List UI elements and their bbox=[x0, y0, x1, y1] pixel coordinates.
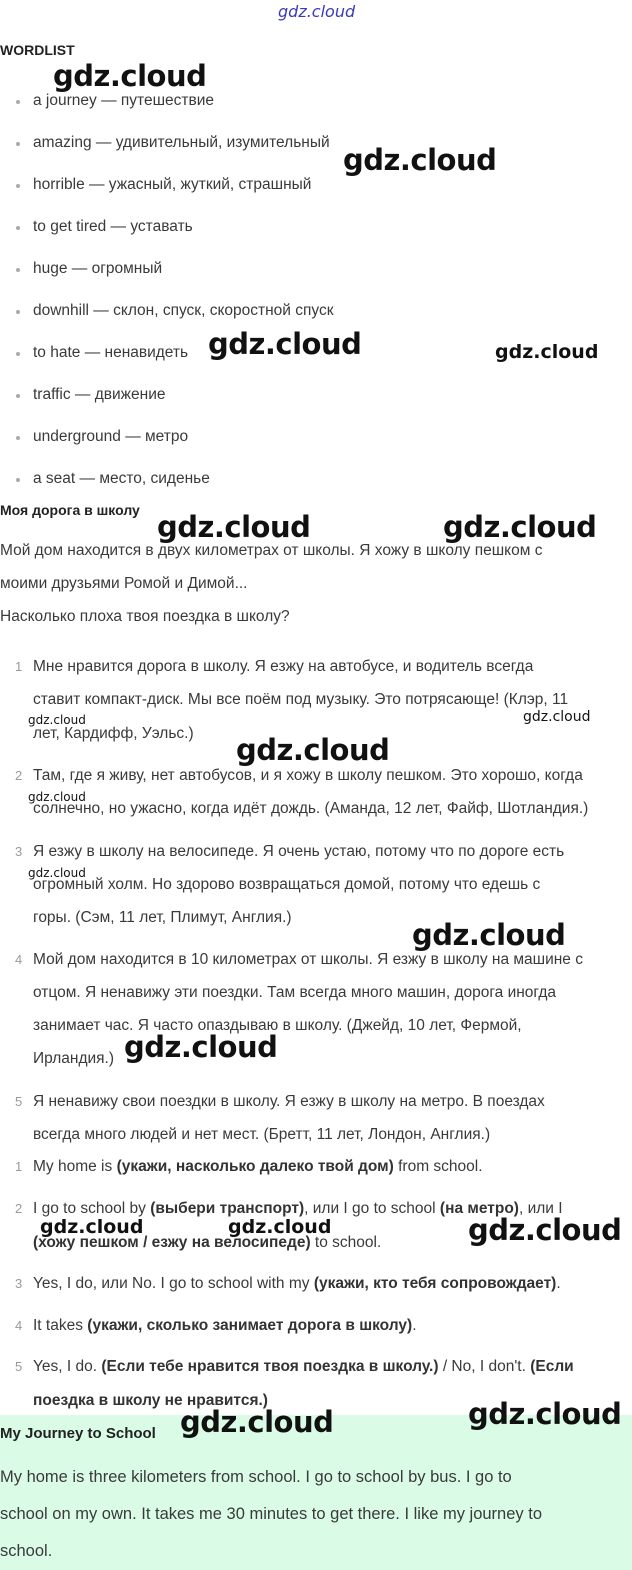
intro-question: Насколько плоха твоя поездка в школу? bbox=[0, 608, 290, 625]
watermark: gdz.cloud bbox=[157, 510, 311, 544]
watermark: gdz.cloud bbox=[343, 143, 497, 177]
item-number: 3 bbox=[15, 1276, 23, 1291]
answer-line: My home is three kilometers from school. I go to school by bus. I go to bbox=[0, 1468, 512, 1486]
translation-line: Мой дом находится в 10 километрах от школы. Я езжу в школу на машине с bbox=[33, 951, 583, 968]
wordlist-item: underground — метро bbox=[33, 428, 189, 445]
item-number: 5 bbox=[15, 1359, 23, 1374]
answer-line: school. bbox=[0, 1542, 53, 1560]
item-number: 5 bbox=[15, 1094, 23, 1109]
wordlist-item: a journey — путешествие bbox=[33, 92, 214, 109]
plan-line: поездка в школу не нравится.) bbox=[33, 1392, 268, 1409]
translation-line: лет, Кардифф, Уэльс.) bbox=[33, 725, 194, 742]
plan-line: It takes (укажи, сколько занимает дорога в школу). bbox=[33, 1317, 417, 1334]
bullet bbox=[16, 352, 20, 356]
wordlist-item: traffic — движение bbox=[33, 386, 166, 403]
wordlist-item: to get tired — уставать bbox=[33, 218, 193, 235]
wordlist-item: huge — огромный bbox=[33, 260, 163, 277]
watermark: gdz.cloud bbox=[468, 1213, 622, 1247]
translation-line: Ирландия.) bbox=[33, 1050, 115, 1067]
translation-line: всегда много людей и нет мест. (Бретт, 11 лет, Лондон, Англия.) bbox=[33, 1126, 491, 1143]
wordlist-item: a seat — место, сиденье bbox=[33, 470, 210, 487]
wordlist-item: horrible — ужасный, жуткий, страшный bbox=[33, 176, 312, 193]
plan-line: I go to school by (выбери транспорт), или I go to school (на метро), или I bbox=[33, 1200, 563, 1217]
watermark: gdz.cloud bbox=[236, 733, 390, 767]
translation-line: занимает час. Я часто опаздываю в школу. (Джейд, 10 лет, Фермой, bbox=[33, 1017, 522, 1034]
translation-line: Я ненавижу свои поездки в школу. Я езжу в школу на метро. В поездах bbox=[33, 1093, 545, 1110]
bullet bbox=[16, 100, 20, 104]
wordlist-item: amazing — удивительный, изумительный bbox=[33, 134, 330, 151]
watermark: gdz.cloud bbox=[468, 1397, 622, 1431]
translation-line: огромный холм. Но здорово возвращаться домой, потому что едешь с bbox=[33, 876, 541, 893]
translation-line: горы. (Сэм, 11 лет, Плимут, Англия.) bbox=[33, 909, 292, 926]
bullet bbox=[16, 478, 20, 482]
watermark: gdz.cloud bbox=[443, 510, 597, 544]
bullet bbox=[16, 142, 20, 146]
watermark: gdz.cloud bbox=[28, 713, 86, 727]
translation-line: Там, где я живу, нет автобусов, и я хожу в школу пешком. Это хорошо, когда bbox=[33, 767, 583, 784]
intro-line: моими друзьями Ромой и Димой... bbox=[0, 575, 248, 592]
translation-line: Я езжу в школу на велосипеде. Я очень устаю, потому что по дороге есть bbox=[33, 843, 565, 860]
plan-line: My home is (укажи, насколько далеко твой дом) from school. bbox=[33, 1158, 483, 1175]
bullet bbox=[16, 268, 20, 272]
watermark: gdz.cloud bbox=[495, 341, 599, 363]
watermark: gdz.cloud bbox=[53, 59, 207, 93]
watermark: gdz.cloud bbox=[412, 918, 566, 952]
watermark: gdz.cloud bbox=[40, 1216, 144, 1238]
item-number: 1 bbox=[15, 1159, 23, 1174]
wordlist-item: to hate — ненавидеть bbox=[33, 344, 189, 361]
watermark: gdz.cloud bbox=[228, 1216, 332, 1238]
watermark: gdz.cloud bbox=[523, 709, 591, 725]
watermark: gdz.cloud bbox=[208, 327, 362, 361]
plan-line: (хожу пешком / езжу на велосипеде) to school. bbox=[33, 1234, 382, 1251]
intro-line: Мой дом находится в двух километрах от школы. Я хожу в школу пешком с bbox=[0, 542, 543, 559]
translation-line: ставит компакт-диск. Мы все поём под музыку. Это потрясающе! (Клэр, 11 bbox=[33, 691, 569, 708]
item-number: 2 bbox=[15, 1201, 23, 1216]
plan-line: Yes, I do. (Если тебе нравится твоя поездка в школу.) / No, I don't. (Если bbox=[33, 1358, 574, 1375]
item-number: 4 bbox=[15, 952, 23, 967]
wordlist-item: downhill — склон, спуск, скоростной спуск bbox=[33, 302, 334, 319]
translation-line: отцом. Я ненавижу эти поездки. Там всегда много машин, дорога иногда bbox=[33, 984, 557, 1001]
watermark: gdz.cloud bbox=[28, 866, 86, 880]
translation-title: Моя дорога в школу bbox=[0, 502, 140, 518]
watermark: gdz.cloud bbox=[28, 790, 86, 804]
item-number: 2 bbox=[15, 768, 23, 783]
item-number: 4 bbox=[15, 1318, 23, 1333]
item-number: 3 bbox=[15, 844, 23, 859]
answer-line: school on my own. It takes me 30 minutes to get there. I like my journey to bbox=[0, 1505, 543, 1523]
bullet bbox=[16, 394, 20, 398]
bullet bbox=[16, 310, 20, 314]
watermark: gdz.cloud bbox=[124, 1030, 278, 1064]
wordlist-title: WORDLIST bbox=[0, 42, 75, 58]
watermark-top: gdz.cloud bbox=[278, 2, 356, 21]
plan-line: Yes, I do, или No. I go to school with my (укажи, кто тебя сопровождает). bbox=[33, 1275, 561, 1292]
translation-line: Мне нравится дорога в школу. Я езжу на автобусе, и водитель всегда bbox=[33, 658, 534, 675]
answer-title: My Journey to School bbox=[0, 1425, 156, 1442]
item-number: 1 bbox=[15, 659, 23, 674]
watermark: gdz.cloud bbox=[180, 1405, 334, 1439]
bullet bbox=[16, 436, 20, 440]
bullet bbox=[16, 226, 20, 230]
translation-line: солнечно, но ужасно, когда идёт дождь. (Аманда, 12 лет, Файф, Шотландия.) bbox=[33, 800, 589, 817]
bullet bbox=[16, 184, 20, 188]
